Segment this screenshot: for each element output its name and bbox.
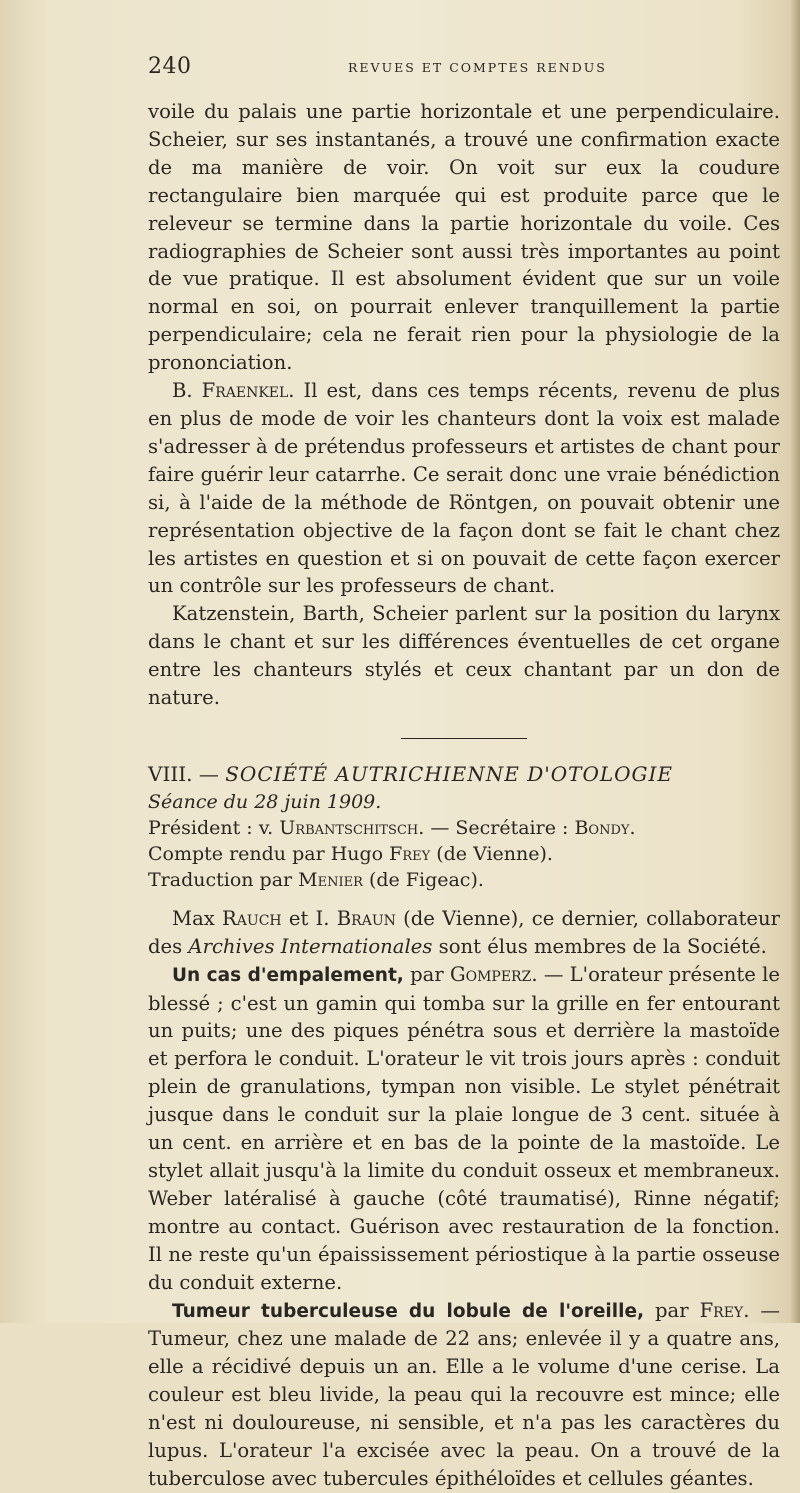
officers-line: Président : v. Urbantschitsch. — Secrétaire : Bondy. bbox=[148, 816, 636, 839]
member-name: Rauch bbox=[222, 906, 282, 930]
paragraph-katzenstein: Katzenstein, Barth, Scheier parlent sur la position du larynx dans le chant et sur les différences éventuelles de cet organe entre les chanteurs stylés et ceux chantant par un don de nature. bbox=[148, 602, 780, 710]
translation-line: Traduction par Menier (de Figeac). bbox=[148, 868, 484, 891]
page-edge-shadow bbox=[790, 0, 800, 1323]
paragraph-fraenkel bbox=[148, 377, 780, 600]
page-body bbox=[148, 98, 780, 1493]
section-number: VIII. — bbox=[148, 761, 226, 786]
paragraph-continued: voile du palais une partie horizontale et une perpendiculaire. Scheier, sur ses instantanés, a trouvé une confirmation exacte de ma manière de voir. On voit sur eux la coudure rectangulaire bien marquée qui est produite parce que le releveur se termine dans la partie horizontale du voile. Ces radiographies de Scheier sont aussi très importantes au point de vue pratique. Il est absolument évident que sur un voile normal en soi, on pourrait enlever tranquillement la partie perpendiculaire; cela ne ferait rien pour la physiologie de la prononciation. bbox=[148, 100, 780, 375]
page-header bbox=[148, 54, 780, 82]
running-head: REVUES ET COMPTES RENDUS bbox=[348, 60, 607, 75]
journal-name: Archives Internationales bbox=[188, 934, 433, 958]
author-name: B. Fraenkel. bbox=[172, 379, 295, 403]
translator-name: Menier bbox=[298, 868, 363, 891]
member-name: Braun bbox=[336, 906, 396, 930]
paragraph-text: Il est, dans ces temps récents, revenu de plus en plus de mode de voir les chanteurs dont la voix est malade s'adresser à de prétendus professeurs et artistes de chant pour faire guérir leur catarrhe. Ce serait donc une vraie bénédiction si, à l'aide de la méthode de Röntgen, on pouvait obtenir une représentation objective de la façon dont se fait le chant chez les artistes en question et si on pouvait de cette façon exercer un contrôle sur les professeurs de chant. bbox=[148, 379, 781, 598]
section-divider bbox=[401, 738, 527, 739]
president-name: Urbantschitsch bbox=[279, 816, 419, 839]
report-line: Compte rendu par Hugo Frey (de Vienne). bbox=[148, 842, 553, 865]
section-title: SOCIÉTÉ AUTRICHIENNE D'OTOLOGIE bbox=[225, 761, 674, 786]
author-name: Frey bbox=[699, 1298, 744, 1322]
paragraph-text: . — Tumeur, chez une malade de 22 ans; enlevée il y a quatre ans, elle a récidivé depuis un an. Elle a le volume d'une cerise. La couleur est bleu livide, la peau qui la recouvre est mince; elle n'est ni douloureuse, ni sensible, et n'a pas les caractères du lupus. L'orateur l'a excisée avec la peau. On a trouvé de la tuberculose avec tubercules épithéloïdes et cellules géantes. bbox=[148, 1298, 780, 1490]
page-number: 240 bbox=[148, 54, 192, 79]
paper-title: Tumeur tuberculeuse du lobule de l'oreille, bbox=[172, 1300, 645, 1322]
reporter-name: Frey bbox=[389, 842, 431, 865]
paragraph-text: . — L'orateur présente le blessé ; c'est un gamin qui tomba sur la grille en fer entourant un puits; une des piques pénétra sous et derrière la mastoïde et perfora le conduit. L'orateur le vit trois jours après : conduit plein de granulations, tympan non visible. Le stylet pénétrait jusque dans le conduit sur la plaie longue de 3 cent. située à un cent. en arrière et en bas de la pointe de la mastoïde. Le stylet allait jusqu'à la limite du conduit osseux et membraneux. Weber latéralisé à gauche (côté traumatisé), Rinne négatif; montre au contact. Guérison avec restauration de la fonction. Il ne reste qu'un épaississement périostique à la partie osseuse du conduit externe. bbox=[148, 962, 780, 1294]
author-name: Gomperz bbox=[449, 962, 532, 986]
secretary-name: Bondy bbox=[574, 816, 630, 839]
paragraph-tumeur: Tumeur tuberculeuse du lobule de l'oreille, par Frey. — Tumeur, chez une malade de 22 ans; enlevée il y a quatre ans, elle a récidivé depuis un an. Elle a le volume d'une cerise. La couleur est bleu livide, la peau qui la recouvre est mince; elle n'est ni douloureuse, ni sensible, et n'a pas les caractères du lupus. L'orateur l'a excisée avec la peau. On a trouvé de la tuberculose avec tubercules épithéloïdes et cellules géantes. bbox=[148, 1298, 780, 1490]
paragraph-empalement: Un cas d'empalement, par Gomperz. — L'orateur présente le blessé ; c'est un gamin qui tomba sur la grille en fer entourant un puits; une des piques pénétra sous et derrière la mastoïde et perfora le conduit. L'orateur le vit trois jours après : conduit plein de granulations, tympan non visible. Le stylet pénétrait jusque dans le conduit sur la plaie longue de 3 cent. située à un cent. en arrière et en bas de la pointe de la mastoïde. Le stylet allait jusqu'à la limite du conduit osseux et membraneux. Weber latéralisé à gauche (côté traumatisé), Rinne négatif; montre au contact. Guérison avec restauration de la fonction. Il ne reste qu'un épaississement périostique à la partie osseuse du conduit externe. bbox=[148, 962, 780, 1294]
section-heading bbox=[148, 761, 780, 789]
spacer bbox=[148, 893, 780, 905]
paragraph-new-members: Max Rauch et I. Braun (de Vienne), ce dernier, collaborateur des Archives Internationales sont élus membres de la Société. bbox=[148, 906, 781, 958]
session-date: Séance du 28 juin 1909. bbox=[148, 790, 382, 813]
paper-title: Un cas d'empalement, bbox=[172, 964, 404, 986]
